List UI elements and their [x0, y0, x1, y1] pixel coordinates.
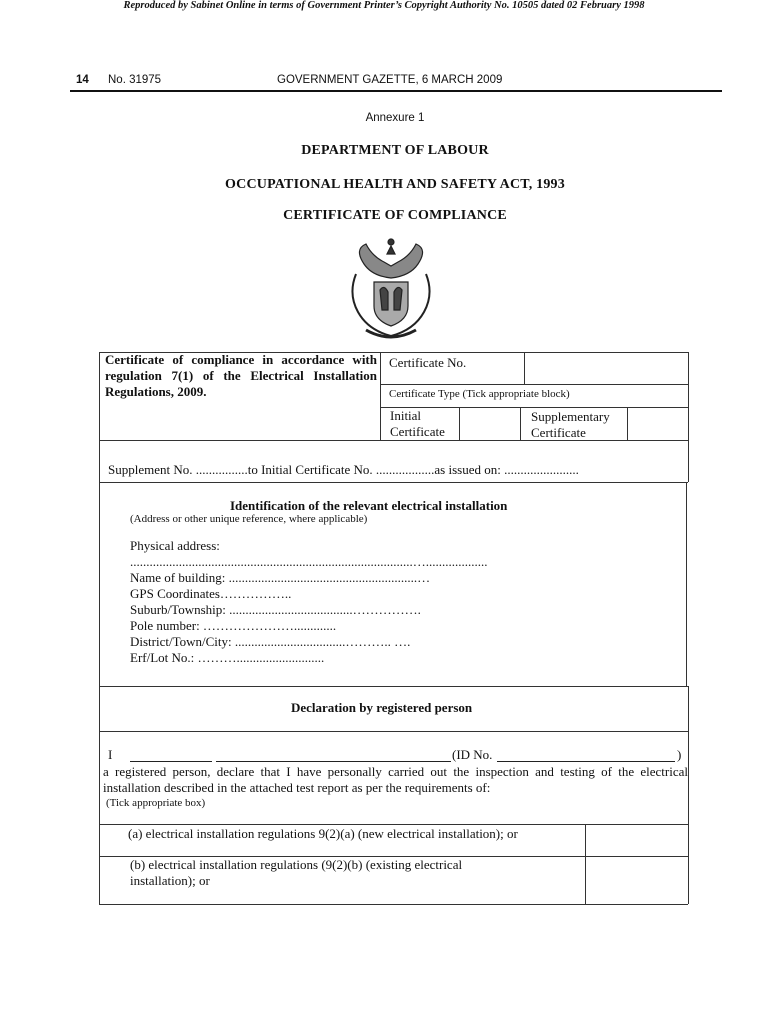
header-rule — [70, 90, 722, 92]
option-a-label: (a) electrical installation regulations 9(2)(a) (new electrical installation); or — [128, 826, 518, 841]
physical-address-field[interactable]: .......................................................................................…................... — [130, 554, 488, 569]
supplement-line[interactable]: Supplement No. ................to Initial Certificate No. ..................as issued on: ....................... — [108, 462, 579, 477]
identification-heading: Identification of the relevant electrical installation — [230, 498, 508, 513]
supplementary-certificate-label-2: Certificate — [531, 425, 586, 440]
option-b-label: (b) electrical installation regulations (9(2)(b) (existing electrical — [130, 857, 463, 872]
declarant-name-field[interactable] — [130, 761, 212, 762]
compliance-statement: Certificate of compliance in accordance with regulation 7(1) of the Electrical Installation Regulations, 2009. — [105, 352, 377, 399]
option-a-tick-box[interactable] — [586, 825, 688, 856]
suburb-township-field[interactable]: Suburb/Township: ......................................……………. — [130, 602, 421, 617]
gazette-title: GOVERNMENT GAZETTE, 6 MARCH 2009 — [277, 74, 503, 86]
option-b-tick-box[interactable] — [586, 857, 688, 904]
table-border — [380, 352, 381, 440]
name-of-building-field[interactable]: Name of building: ..........................................................… — [130, 570, 431, 585]
gazette-number: No. 31975 — [108, 74, 162, 86]
section-border — [99, 686, 688, 687]
gps-coordinates-field[interactable]: GPS Coordinates…………….. — [130, 586, 292, 601]
page-number: 14 — [76, 74, 89, 86]
reproduction-note: Reproduced by Sabinet Online in terms of Government Printer’s Copyright Authority No. 10505 dated 02 February 1998 — [123, 0, 645, 11]
section-border — [99, 686, 100, 904]
certificate-no-label: Certificate No. — [389, 355, 467, 370]
certificate-type-label: Certificate Type (Tick appropriate block) — [389, 388, 570, 400]
section-border — [688, 686, 689, 904]
section-border — [99, 482, 100, 686]
table-border — [99, 482, 688, 483]
declarant-i-label: I — [108, 747, 113, 762]
id-number-label: (ID No. — [452, 747, 493, 762]
table-border — [380, 384, 688, 385]
supplementary-tick-box[interactable] — [628, 408, 688, 440]
declarant-surname-field[interactable] — [216, 761, 451, 762]
tick-note: (Tick appropriate box) — [106, 797, 206, 809]
declaration-statement: a registered person, declare that I have personally carried out the inspection and testing of the electrical installation described in the attached test report as per the requirements of: — [103, 764, 688, 795]
identification-subheading: (Address or other unique reference, where applicable) — [130, 513, 368, 525]
coat-of-arms-icon — [344, 234, 438, 344]
declaration-heading: Declaration by registered person — [291, 700, 473, 715]
table-border — [99, 440, 688, 441]
erf-lot-no-field[interactable]: Erf/Lot No.: ………........................... — [130, 650, 325, 665]
act-title: OCCUPATIONAL HEALTH AND SAFETY ACT, 1993 — [225, 177, 565, 192]
table-border — [99, 352, 100, 482]
department-title: DEPARTMENT OF LABOUR — [301, 143, 489, 158]
initial-certificate-label-2: Certificate — [390, 424, 445, 439]
initial-certificate-label: Initial — [390, 408, 422, 423]
pole-number-field[interactable]: Pole number: …………………............. — [130, 618, 337, 633]
table-border — [524, 352, 525, 384]
option-border — [99, 904, 688, 905]
option-b-label-2: installation); or — [130, 873, 210, 888]
annexure-label: Annexure 1 — [365, 112, 425, 124]
table-border — [688, 352, 689, 482]
supplementary-certificate-label: Supplementary — [531, 409, 610, 424]
district-town-city-field[interactable]: District/Town/City: ..................................……….. …. — [130, 634, 411, 649]
id-number-field[interactable] — [497, 761, 675, 762]
table-border — [520, 407, 521, 440]
id-close-paren: ) — [677, 747, 682, 762]
physical-address-label: Physical address: — [130, 538, 220, 553]
section-border — [99, 731, 688, 732]
certificate-title: CERTIFICATE OF COMPLIANCE — [283, 208, 507, 223]
section-border — [686, 482, 687, 686]
initial-tick-box[interactable] — [460, 408, 520, 440]
